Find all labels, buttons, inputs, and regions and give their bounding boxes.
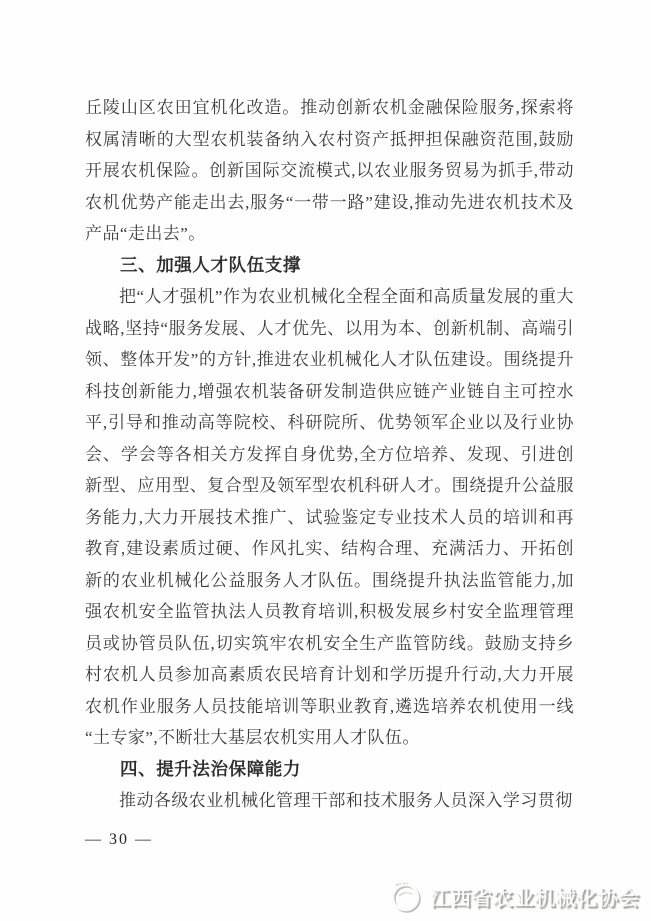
association-logo-icon bbox=[387, 878, 423, 914]
document-body bbox=[85, 92, 574, 817]
footer-watermark bbox=[387, 878, 640, 914]
section-3-heading: 三、加强人才队伍支撑 bbox=[120, 254, 301, 275]
association-name: 江西省农业机械化协会 bbox=[430, 887, 640, 910]
section-4-heading: 四、提升法治保障能力 bbox=[120, 758, 301, 779]
paragraph-continued: 丘陵山区农田宜机化改造。推动创新农机金融保险服务,探索将权属清晰的大型农机装备纳入农村资产抵押担保融资范围,鼓励开展农机保险。创新国际交流模式,以农业服务贸易为抓手,带动农机优势产能走出去,服务“一带一路”建设,推动先进农机技术及产品“走出去”。 bbox=[85, 98, 574, 243]
page-number: — 30 — bbox=[85, 831, 153, 848]
section-3-paragraph: 把“人才强机”作为农业机械化全程全面和高质量发展的重大战略,坚持“服务发展、人才优先、以用为本、创新机制、高端引领、整体开发”的方针,推进农业机械化人才队伍建设。围绕提升科技创新能力,增强农机装备研发制造供应链产业链自主可控水平,引导和推动高等院校、科研院所、优势领军企业以及行业协会、学会等各相关方发挥自身优势,全方位培养、发现、引进创新型、应用型、复合型及领军型农机科研人才。围绕提升公益服务能力,大力开展技术推广、试验鉴定专业技术人员的培训和再教育,建设素质过硬、作风扎实、结构合理、充满活力、开拓创新的农业机械化公益服务人才队伍。围绕提升执法监管能力,加强农机安全监管执法人员教育培训,积极发展乡村安全监理管理员或协管员队伍,切实筑牢农机安全生产监管防线。鼓励支持乡村农机人员参加高素质农民培育计划和学历提升行动,大力开展农机作业服务人员技能培训等职业教育,遴选培养农机使用一线“土专家”,不断壮大基层农机实用人才队伍。 bbox=[85, 287, 574, 747]
section-4-paragraph: 推动各级农业机械化管理干部和技术服务人员深入学习贯彻 bbox=[119, 791, 573, 810]
